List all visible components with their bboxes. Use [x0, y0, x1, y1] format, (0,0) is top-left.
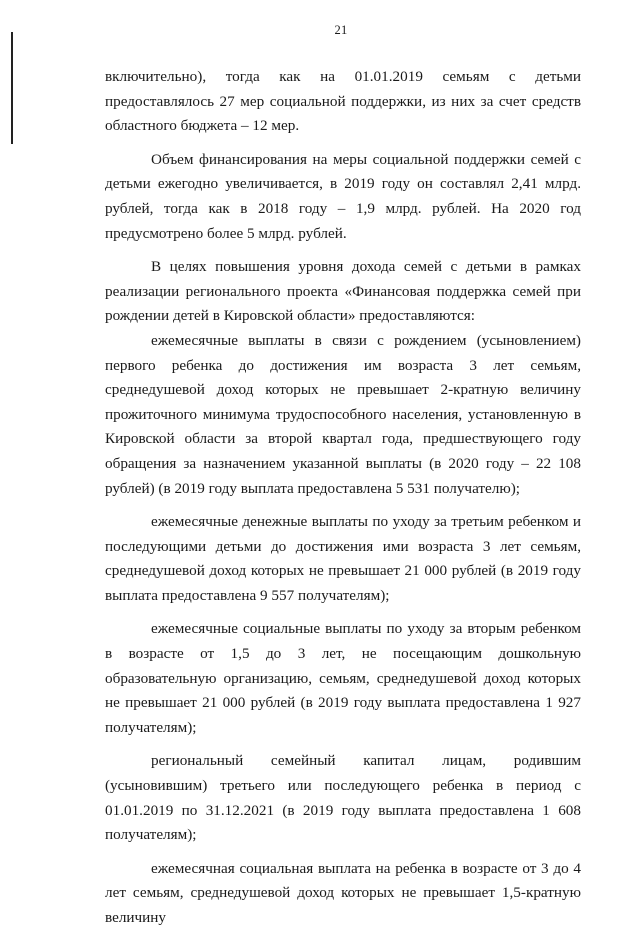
paragraph-child-3-4-payment: ежемесячная социальная выплата на ребенка в возрасте от 3 до 4 лет семьям, среднедушевой доход которых не превышает 1,5-кратную величину — [105, 859, 581, 926]
paragraph-continuation: включительно), тогда как на 01.01.2019 семьям с детьми предоставлялось 27 мер социальной поддержки, из них за счет средств областного бюджета – 12 мер. — [105, 68, 581, 135]
margin-binding-line — [11, 32, 13, 144]
page-number: 21 — [334, 23, 348, 37]
paragraph-family-capital: региональный семейный капитал лицам, родившим (усыновившим) третьего или последующего ребенка в период с 01.01.2019 по 31.12.2021 (в 2019 году выплата предоставлена 1 608 получателям); — [105, 752, 581, 844]
paragraph-third-child-payment: ежемесячные денежные выплаты по уходу за третьим ребенком и последующими детьми до достижения ими возраста 3 лет семьям, среднедушевой доход которых не превышает 21 000 рублей (в 2019 году выплата предоставлена 9 557 получателям); — [105, 513, 581, 604]
paragraph-second-child-payment: ежемесячные социальные выплаты по уходу за вторым ребенком в возрасте от 1,5 до 3 лет, не посещающим дошкольную образовательную организацию, семьям, среднедушевой доход которых не превышает 21 000 рублей (в 2019 году выплата предоставлена 1 927 получателям); — [105, 620, 581, 736]
document-body — [105, 65, 581, 931]
paragraph-financing: Объем финансирования на меры социальной поддержки семей с детьми ежегодно увеличивается, в 2019 году он составлял 2,41 млрд. рублей, тогда как в 2018 году – 1,9 млрд. рублей. На 2020 год предусмотрено более 5 млрд. рублей. — [105, 150, 581, 242]
paragraph-regional-project: В целях повышения уровня дохода семей с детьми в рамках реализации регионального проекта «Финансовая поддержка семей при рождении детей в Кировской области» предоставляются: — [105, 258, 581, 325]
paragraph-first-child-payment: ежемесячные выплаты в связи с рождением (усыновлением) первого ребенка до достижения им возраста 3 лет семьям, среднедушевой доход которых не превышает 2-кратную величину прожиточного минимума трудоспособного населения, установленную в Кировской области за второй квартал года, предшествующего году обращения за назначением указанной выплаты (в 2020 году – 22 108 рублей) (в 2019 году выплата предоставлена 5 531 получателю); — [105, 331, 581, 497]
